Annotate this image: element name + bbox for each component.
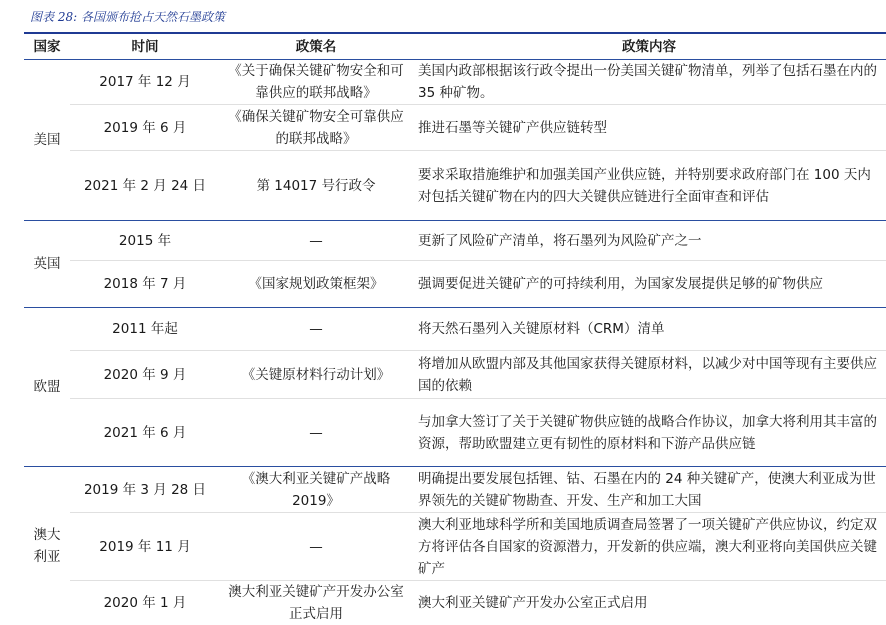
policy-name-cell: 澳大利亚关键矿产开发办公室正式启用 — [220, 581, 412, 625]
policy-content-cell: 将天然石墨列入关键原材料（CRM）清单 — [412, 308, 886, 351]
policy-name-cell: 《国家规划政策框架》 — [220, 261, 412, 308]
caption-rule — [24, 32, 886, 34]
time-cell: 2015 年 — [70, 221, 220, 261]
policy-content-cell: 澳大利亚关键矿产开发办公室正式启用 — [412, 581, 886, 625]
time-cell: 2020 年 9 月 — [70, 351, 220, 399]
table-row — [24, 105, 886, 151]
table-header-row — [24, 35, 886, 60]
time-cell: 2018 年 7 月 — [70, 261, 220, 308]
time-cell: 2017 年 12 月 — [70, 60, 220, 105]
policy-content-cell: 澳大利亚地球科学所和美国地质调查局签署了一项关键矿产供应协议，约定双方将评估各自国家的资源潜力，开发新的供应端，澳大利亚将向美国供应关键矿产 — [412, 513, 886, 581]
policy-name-cell: 《确保关键矿物安全可靠供应的联邦战略》 — [220, 105, 412, 151]
policy-name-cell: 第 14017 号行政令 — [220, 151, 412, 221]
country-cell: 欧盟 — [24, 308, 70, 467]
policy-name-cell: 《关键原材料行动计划》 — [220, 351, 412, 399]
header-time: 时间 — [70, 35, 220, 60]
policy-table — [24, 35, 886, 625]
table-row — [24, 581, 886, 625]
table-row — [24, 221, 886, 261]
policy-content-cell: 更新了风险矿产清单，将石墨列为风险矿产之一 — [412, 221, 886, 261]
time-cell: 2011 年起 — [70, 308, 220, 351]
table-row — [24, 399, 886, 467]
header-policy-content: 政策内容 — [412, 35, 886, 60]
figure-caption: 图表 28: 各国颁布抢占天然石墨政策 — [30, 8, 225, 25]
header-policy-name: 政策名 — [220, 35, 412, 60]
table-row — [24, 60, 886, 105]
country-cell: 澳大利亚 — [24, 467, 70, 625]
table-row — [24, 308, 886, 351]
table-row — [24, 513, 886, 581]
header-country: 国家 — [24, 35, 70, 60]
time-cell: 2019 年 3 月 28 日 — [70, 467, 220, 513]
policy-name-cell: 《关于确保关键矿物安全和可靠供应的联邦战略》 — [220, 60, 412, 105]
policy-content-cell: 将增加从欧盟内部及其他国家获得关键原材料，以减少对中国等现有主要供应国的依赖 — [412, 351, 886, 399]
table-row — [24, 351, 886, 399]
time-cell: 2020 年 1 月 — [70, 581, 220, 625]
table-row — [24, 467, 886, 513]
policy-name-cell: — — [220, 221, 412, 261]
policy-content-cell: 强调要促进关键矿产的可持续利用，为国家发展提供足够的矿物供应 — [412, 261, 886, 308]
time-cell: 2019 年 11 月 — [70, 513, 220, 581]
policy-content-cell: 美国内政部根据该行政令提出一份美国关键矿物清单，列举了包括石墨在内的 35 种矿物。 — [412, 60, 886, 105]
policy-name-cell: 《澳大利亚关键矿产战略2019》 — [220, 467, 412, 513]
table-row — [24, 151, 886, 221]
policy-content-cell: 推进石墨等关键矿产供应链转型 — [412, 105, 886, 151]
time-cell: 2019 年 6 月 — [70, 105, 220, 151]
country-cell: 英国 — [24, 221, 70, 308]
time-cell: 2021 年 6 月 — [70, 399, 220, 467]
policy-content-cell: 明确提出要发展包括锂、钴、石墨在内的 24 种关键矿产，使澳大利亚成为世界领先的关键矿物勘查、开发、生产和加工大国 — [412, 467, 886, 513]
policy-name-cell: — — [220, 399, 412, 467]
time-cell: 2021 年 2 月 24 日 — [70, 151, 220, 221]
policy-name-cell: — — [220, 308, 412, 351]
country-cell: 美国 — [24, 60, 70, 221]
policy-name-cell: — — [220, 513, 412, 581]
policy-content-cell: 与加拿大签订了关于关键矿物供应链的战略合作协议，加拿大将利用其丰富的资源，帮助欧盟建立更有韧性的原材料和下游产品供应链 — [412, 399, 886, 467]
policy-content-cell: 要求采取措施维护和加强美国产业供应链，并特别要求政府部门在 100 天内对包括关键矿物在内的四大关键供应链进行全面审查和评估 — [412, 151, 886, 221]
table-row — [24, 261, 886, 308]
